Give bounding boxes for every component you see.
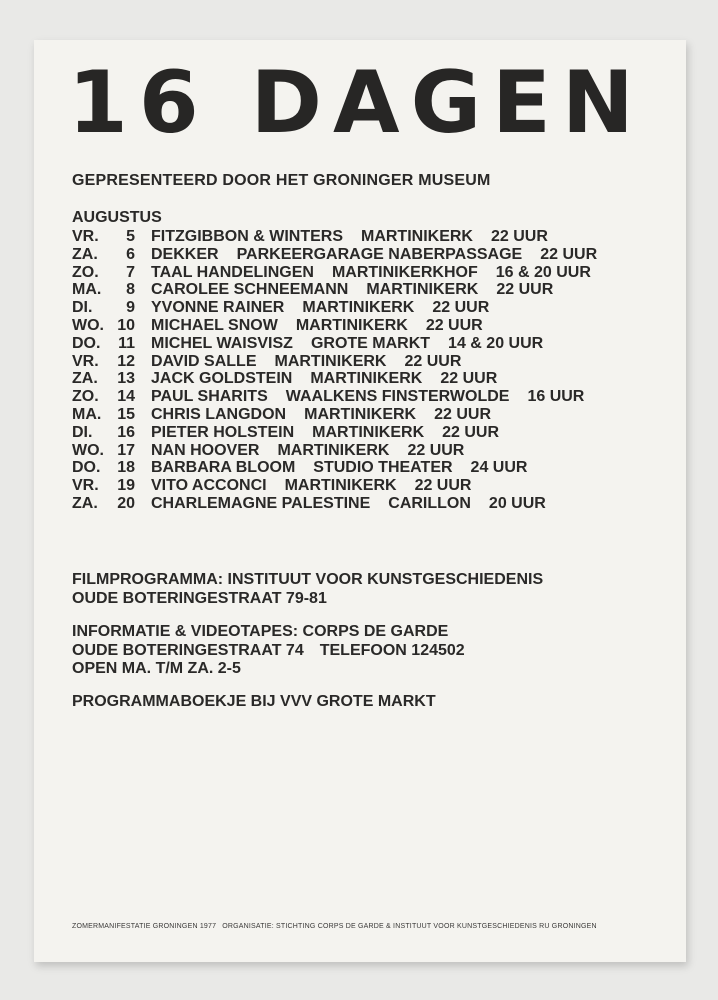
schedule-venue: MARTINIKERK — [304, 405, 417, 423]
opening-hours: OPEN MA. T/M ZA. 2-5 — [72, 660, 241, 677]
schedule-time: 22 UUR — [434, 405, 492, 423]
schedule-day: ZA. — [72, 494, 98, 512]
schedule-date: 7 — [126, 263, 135, 281]
schedule-date: 9 — [126, 299, 135, 317]
schedule-time: 16 UUR — [527, 388, 585, 406]
schedule-day: ZO. — [72, 388, 99, 406]
schedule-time: 20 UUR — [488, 494, 546, 512]
schedule-date: 10 — [117, 316, 135, 334]
schedule-event — [151, 228, 548, 246]
schedule-event — [151, 281, 553, 299]
schedule-date: 15 — [117, 405, 135, 423]
schedule-time: 22 UUR — [490, 228, 548, 245]
schedule-venue: MARTINIKERK — [284, 477, 397, 495]
schedule-time: 22 UUR — [404, 352, 462, 370]
schedule-artist: BARBARA BLOOM — [151, 459, 296, 477]
information-address-line — [72, 642, 465, 661]
schedule-event — [151, 424, 499, 442]
schedule-date: 11 — [118, 334, 135, 352]
footer-festival: ZOMERMANIFESTATIE GRONINGEN 1977 — [72, 923, 217, 930]
schedule-artist: CHARLEMAGNE PALESTINE — [151, 494, 371, 512]
schedule-event — [151, 477, 471, 495]
schedule-date: 17 — [117, 441, 135, 459]
schedule-day: ZA. — [72, 370, 98, 388]
schedule-day: ZA. — [72, 245, 98, 263]
schedule-event — [151, 335, 543, 353]
booklet-info: PROGRAMMABOEKJE BIJ VVV GROTE MARKT — [72, 693, 436, 710]
schedule-event — [151, 442, 464, 460]
schedule-artist: CAROLEE SCHNEEMANN — [151, 281, 349, 299]
schedule-day: VR. — [72, 352, 99, 370]
schedule-date: 8 — [126, 281, 135, 299]
schedule-date: 20 — [117, 494, 135, 512]
schedule-artist: FITZGIBBON & WINTERS — [151, 228, 343, 245]
schedule-day: DI. — [72, 299, 93, 317]
schedule-day: WO. — [72, 316, 104, 334]
schedule-date: 6 — [126, 245, 135, 263]
schedule-artist: TAAL HANDELINGEN — [151, 263, 314, 281]
schedule-date: 5 — [126, 228, 135, 245]
schedule-day: ZO. — [72, 263, 99, 281]
schedule-venue: PARKEERGARAGE NABERPASSAGE — [236, 245, 523, 263]
schedule-venue: CARILLON — [388, 494, 471, 512]
schedule-venue: MARTINIKERK — [295, 316, 408, 334]
schedule-day: DO. — [72, 459, 101, 477]
information-line: INFORMATIE & VIDEOTAPES: CORPS DE GARDE — [72, 623, 449, 640]
schedule-venue: GROTE MARKT — [310, 334, 431, 352]
schedule-time: 22 UUR — [540, 245, 598, 263]
schedule-artist: MICHEL WAISVISZ — [151, 334, 293, 352]
schedule-artist: CHRIS LANGDON — [151, 405, 287, 423]
schedule-date: 19 — [117, 477, 135, 495]
schedule-date: 12 — [117, 352, 135, 370]
schedule-time: 22 UUR — [407, 441, 465, 459]
schedule-artist: MICHAEL SNOW — [151, 316, 278, 334]
schedule-time: 22 UUR — [414, 477, 472, 495]
schedule-time: 22 UUR — [432, 299, 490, 317]
schedule-event — [151, 370, 497, 388]
schedule-venue: MARTINIKERK — [277, 441, 390, 459]
schedule-event — [151, 299, 489, 317]
schedule-time: 22 UUR — [442, 423, 500, 441]
schedule-day: WO. — [72, 441, 104, 459]
poster-subtitle: GEPRESENTEERD DOOR HET GRONINGER MUSEUM — [72, 172, 491, 189]
schedule-date: 13 — [117, 370, 135, 388]
schedule-artist: DAVID SALLE — [151, 352, 257, 370]
schedule-day: MA. — [72, 405, 102, 423]
film-program-info — [72, 571, 543, 608]
poster — [34, 40, 686, 962]
information-phone: TELEFOON 124502 — [319, 641, 465, 659]
schedule-event — [151, 406, 491, 424]
poster-title: 16 DAGEN — [68, 53, 645, 153]
schedule-venue: WAALKENS FINSTERWOLDE — [285, 388, 510, 406]
schedule-day: VR. — [72, 477, 99, 495]
schedule-time: 16 & 20 UUR — [495, 263, 591, 281]
film-program-address: OUDE BOTERINGESTRAAT 79-81 — [72, 589, 327, 607]
schedule-venue: MARTINIKERK — [310, 370, 423, 388]
schedule-date: 16 — [117, 423, 135, 441]
schedule-time: 22 UUR — [440, 370, 498, 388]
schedule-time: 14 & 20 UUR — [448, 334, 544, 352]
schedule-venue: MARTINIKERKHOF — [331, 263, 478, 281]
schedule-venue: MARTINIKERK — [312, 423, 425, 441]
schedule-venue: MARTINIKERK — [302, 299, 415, 317]
schedule-artist: PIETER HOLSTEIN — [151, 423, 295, 441]
schedule-event — [151, 264, 591, 282]
schedule-day: DI. — [72, 423, 93, 441]
schedule-time: 24 UUR — [470, 459, 528, 477]
schedule-event — [151, 459, 527, 477]
schedule-venue: STUDIO THEATER — [313, 459, 453, 477]
information-block — [72, 623, 465, 679]
schedule-venue: MARTINIKERK — [274, 352, 387, 370]
schedule-date: 18 — [117, 459, 135, 477]
schedule-venue: MARTINIKERK — [360, 228, 473, 245]
schedule-artist: JACK GOLDSTEIN — [151, 370, 293, 388]
schedule-artist: NAN HOOVER — [151, 441, 260, 459]
poster-footer — [72, 923, 597, 930]
schedule-date: 14 — [117, 388, 135, 406]
schedule-day: VR. — [72, 228, 99, 245]
footer-organisation: ORGANISATIE: STICHTING CORPS DE GARDE & INSTITUUT VOOR KUNSTGESCHIEDENIS RU GRONINGEN — [222, 923, 597, 930]
month-heading: AUGUSTUS — [72, 209, 162, 226]
schedule-artist: DEKKER — [151, 245, 219, 263]
schedule-artist: YVONNE RAINER — [151, 299, 285, 317]
schedule-day: MA. — [72, 281, 102, 299]
schedule-artist: VITO ACCONCI — [151, 477, 267, 495]
schedule-event — [151, 246, 597, 264]
schedule-event — [151, 353, 461, 371]
film-program-line: FILMPROGRAMMA: INSTITUUT VOOR KUNSTGESCHIEDENIS — [72, 571, 544, 588]
schedule-day: DO. — [72, 334, 101, 352]
schedule-event — [151, 317, 483, 335]
information-address: OUDE BOTERINGESTRAAT 74 — [72, 641, 304, 659]
schedule-venue: MARTINIKERK — [366, 281, 479, 299]
schedule-time: 22 UUR — [425, 316, 483, 334]
schedule-event — [151, 495, 546, 513]
schedule-artist: PAUL SHARITS — [151, 388, 268, 406]
schedule-time: 22 UUR — [496, 281, 554, 299]
schedule-event — [151, 388, 584, 406]
